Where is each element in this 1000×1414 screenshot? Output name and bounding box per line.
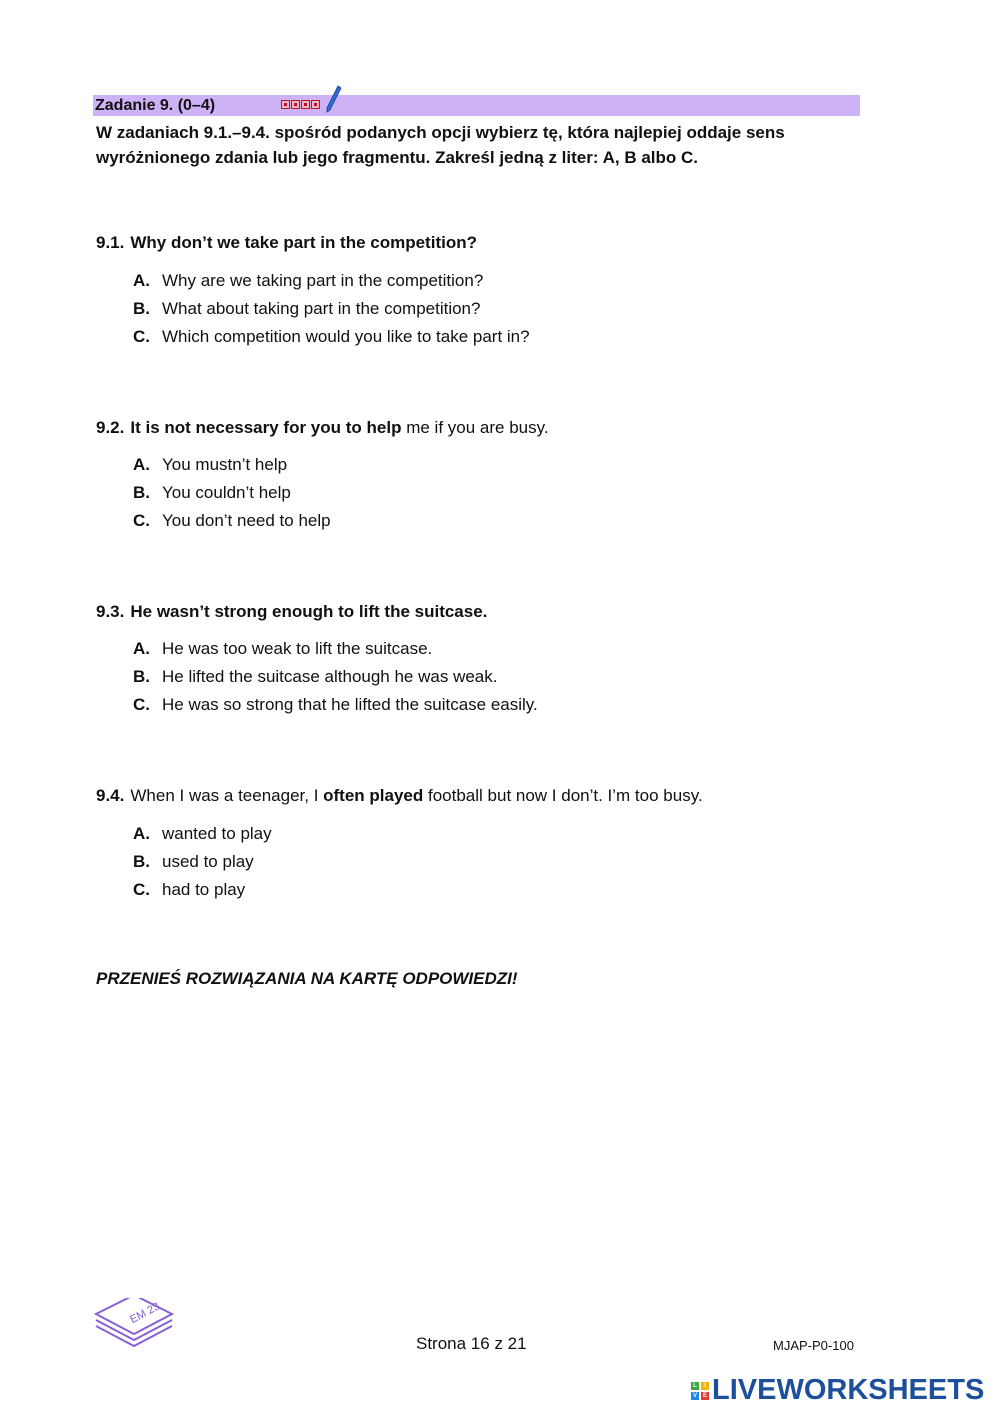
exam-code: MJAP-P0-100 — [773, 1338, 854, 1353]
option-9-4-c[interactable]: C. had to play — [133, 880, 246, 899]
question-number: 9.1. — [96, 233, 125, 252]
option-9-1-c[interactable]: C. Which competition would you like to take part in? — [133, 327, 530, 346]
option-9-4-b[interactable]: B. used to play — [133, 852, 254, 871]
option-9-3-c[interactable]: C. He was so strong that he lifted the suitcase easily. — [133, 695, 538, 714]
option-9-2-a[interactable]: A. You mustn’t help — [133, 455, 288, 474]
question-bold-text: often played — [323, 786, 424, 805]
question-bold-text: Why don’t we take part in the competition? — [130, 233, 477, 252]
question-plain-text-2: football but now I don’t. I’m too busy. — [423, 786, 703, 805]
options-9-2 — [133, 455, 331, 539]
option-9-4-a[interactable]: A. wanted to play — [133, 824, 272, 843]
page-number: Strona 16 z 21 — [416, 1334, 527, 1353]
option-9-2-c[interactable]: C. You don’t need to help — [133, 511, 331, 530]
options-9-4 — [133, 824, 272, 908]
options-9-1 — [133, 271, 530, 355]
options-9-3 — [133, 639, 538, 723]
score-box-4 — [311, 100, 320, 109]
transfer-note: PRZENIEŚ ROZWIĄZANIA NA KARTĘ ODPOWIEDZI! — [96, 969, 518, 988]
option-9-3-b[interactable]: B. He lifted the suitcase although he was weak. — [133, 667, 498, 686]
task-instructions: W zadaniach 9.1.–9.4. spośród podanych opcji wybierz tę, która najlepiej oddaje sens wyróżnionego zdania lub jego fragmentu. Zakreśl jedną z liter: A, B albo C. — [96, 123, 785, 167]
question-number: 9.4. — [96, 786, 125, 805]
task-title: Zadanie 9. (0–4) — [95, 97, 216, 114]
score-boxes — [281, 100, 321, 109]
pen-icon — [326, 85, 342, 115]
question-plain-text: me if you are busy. — [401, 418, 549, 437]
task-header-band — [93, 95, 860, 116]
question-number: 9.2. — [96, 418, 125, 437]
question-9-3 — [96, 602, 487, 622]
liveworksheets-logo[interactable] — [691, 1374, 984, 1407]
option-9-1-a[interactable]: A. Why are we taking part in the competition? — [133, 271, 484, 290]
option-9-1-b[interactable]: B. What about taking part in the competition? — [133, 299, 481, 318]
question-bold-text: It is not necessary for you to help — [130, 418, 402, 437]
question-9-1 — [96, 233, 477, 253]
question-9-2 — [96, 418, 549, 438]
question-number: 9.3. — [96, 602, 125, 621]
option-9-3-a[interactable]: A. He was too weak to lift the suitcase. — [133, 639, 433, 658]
score-box-2 — [291, 100, 300, 109]
em23-logo-text: EM 23 — [128, 1300, 162, 1327]
question-bold-text: He wasn’t strong enough to lift the suitcase. — [130, 602, 488, 621]
score-box-1 — [281, 100, 290, 109]
score-box-3 — [301, 100, 310, 109]
option-9-2-b[interactable]: B. You couldn’t help — [133, 483, 291, 502]
question-9-4 — [96, 786, 703, 806]
em23-logo-icon — [94, 1298, 176, 1348]
liveworksheets-brand-text: LIVEWORKSHEETS — [712, 1374, 985, 1406]
liveworksheets-grid-icon: L I V E — [692, 1382, 707, 1399]
question-plain-text: When I was a teenager, I — [130, 786, 324, 805]
